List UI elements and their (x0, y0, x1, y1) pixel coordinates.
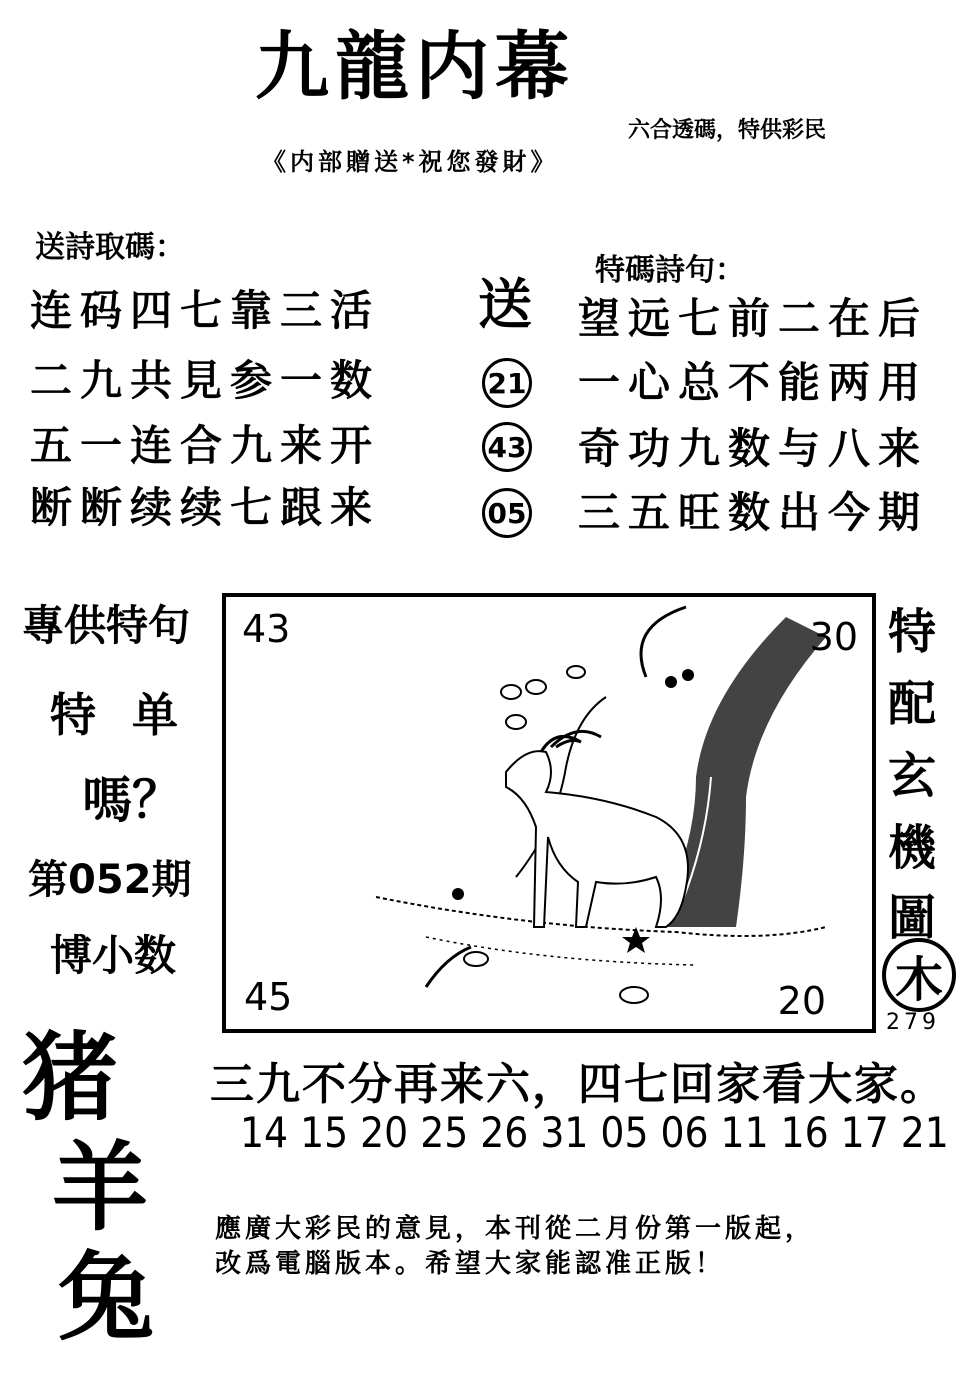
right-vertical-char-1: 特 (888, 604, 937, 660)
special-sentence-heading: 專供特句 (22, 601, 191, 650)
left-poem-line-3: 五一连合九来开 (30, 421, 381, 470)
notice-line-2: 改爲電腦版本。希望大家能認准正版！ (215, 1249, 726, 1279)
left-poem-line-2: 二九共見参一数 (30, 356, 381, 405)
number-badge-3: 05 (482, 488, 532, 538)
special-line-2: 嗎？ (82, 771, 182, 829)
picture-number-bottom-left: 45 (244, 975, 293, 1019)
picture-number-top-right: 30 (809, 615, 858, 659)
number-badge-2: 43 (482, 422, 532, 472)
right-vertical-char-5: 圖 (888, 890, 937, 946)
zodiac-goat: 羊 (52, 1132, 148, 1244)
tagline: 六合透碼，特供彩民 (628, 118, 827, 143)
riddle-text: 三九不分再来六，四七回家看大家。 (210, 1059, 946, 1110)
page-title: 九龍内幕 (255, 24, 575, 110)
picture-number-bottom-right: 20 (777, 979, 826, 1023)
right-vertical-char-2: 配 (888, 676, 937, 732)
mystery-picture (222, 593, 876, 1033)
picture-number-top-left: 43 (242, 607, 291, 651)
issue-number: 第052期 (28, 857, 192, 903)
goat-tree-illustration (226, 597, 872, 1029)
hint-text: 博小数 (50, 931, 177, 980)
left-poem-label: 送詩取碼： (35, 230, 185, 265)
element-code: 279 (886, 1010, 940, 1035)
left-poem-line-4: 断断续续七跟来 (30, 483, 381, 532)
subtitle: 《内部贈送*祝您發財》 (262, 148, 559, 176)
song-character: 送 (478, 273, 532, 336)
right-poem-label: 特碼詩句： (595, 253, 745, 288)
right-poem-line-2: 一心总不能两用 (578, 358, 929, 407)
right-poem-line-3: 奇功九数与八来 (578, 424, 929, 473)
special-line-1: 特 单 (50, 688, 189, 742)
zodiac-rabbit: 兔 (58, 1242, 154, 1354)
notice-line-1: 應廣大彩民的意見，本刊從二月份第一版起， (215, 1214, 816, 1244)
right-poem-line-1: 望远七前二在后 (578, 294, 929, 343)
number-badge-1: 21 (482, 358, 532, 408)
right-vertical-char-4: 機 (888, 820, 937, 876)
left-poem-line-1: 连码四七靠三活 (30, 286, 381, 335)
zodiac-pig: 猪 (22, 1022, 118, 1134)
right-poem-line-4: 三五旺数出今期 (578, 488, 929, 537)
element-badge: 木 (882, 938, 956, 1012)
number-list: 14 15 20 25 26 31 05 06 11 16 17 21 (240, 1108, 949, 1157)
right-vertical-char-3: 玄 (888, 748, 937, 804)
